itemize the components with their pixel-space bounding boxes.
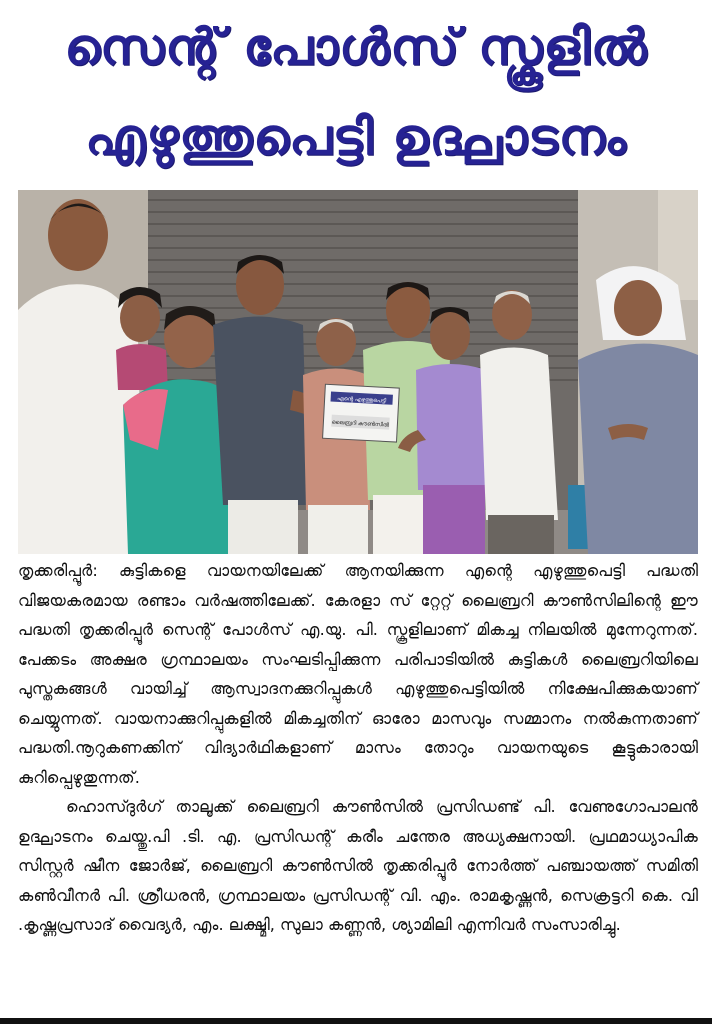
headline-line-2: എഴുത്തുപെട്ടി ഉദ്ഘാടനം <box>85 108 627 166</box>
article-paragraph-2: ഹൊസ്ദുർഗ് താലൂക്ക് ലൈബ്രറി കൗൺസിൽ പ്രസിഡണ്ട് പി. വേണുഗോപാലൻ ഉദ്ഘാടനം ചെയ്തു.പി .ടി. എ. പ്രസിഡന്റ് കരീം ചന്തേര അധ്യക്ഷനായി. പ്രഥമാധ്യാപിക സിസ്റ്റർ ഷീന ജോർജ്, ലൈബ്രറി കൗൺസിൽ തൃക്കരിപ്പൂർ നോർത്ത് പഞ്ചായത്ത് സമിതി കൺവീനർ പി. ശ്രീധരൻ, ഗ്രന്ഥാലയം പ്രസിഡന്റ് വി. എം. രാമകൃഷ്ണൻ, സെക്രട്ടറി കെ. വി .കൃഷ്ണപ്രസാദ് വൈദ്യർ, എം. ലക്ഷ്മി, സുലാ കണ്ണൻ, ശ്യാമിലി എന്നിവർ സംസാരിച്ചു. <box>18 797 698 934</box>
card-title: എന്റെ എഴുത്തുപെട്ടി <box>337 395 387 405</box>
card-subtitle: ലൈബ്രറി കൗൺസിൽ <box>331 419 390 429</box>
bottom-rule <box>0 1018 712 1024</box>
headline-line-1: സെന്റ് പോൾസ് സ്കൂളിൽ <box>64 18 648 76</box>
news-photo <box>18 190 698 554</box>
article-paragraph-1: തൃക്കരിപ്പൂർ: കുട്ടികളെ വായനയിലേക്ക് ആനയിക്കുന്ന എന്റെ എഴുത്തുപെട്ടി പദ്ധതി വിജയകരമായ രണ്ടാം വർഷത്തിലേക്ക്. കേരളാ സ് റ്റേറ്റ് ലൈബ്രറി കൗൺസിലിന്റെ ഈ പദ്ധതി തൃക്കരിപ്പൂർ സെന്റ് പോൾസ് എ.യു. പി. സ്കൂളിലാണ് മികച്ച നിലയിൽ മുന്നേറുന്നത്. പേക്കടം അക്ഷര ഗ്രന്ഥാലയം സംഘടിപ്പിക്കുന്ന പരിപാടിയിൽ കുട്ടികൾ ലൈബ്രറിയിലെ പുസ്തകങ്ങൾ വായിച്ച് ആസ്വാദനക്കുറിപ്പുകൾ എഴുത്തുപെട്ടിയിൽ നിക്ഷേപിക്കുകയാണ് ചെയ്യുന്നത്. വായനാക്കുറിപ്പുകളിൽ മികച്ചതിന് ഓരോ മാസവും സമ്മാനം നൽകുന്നതാണ് പദ്ധതി.നൂറുകണക്കിന് വിദ്യാർഥികളാണ് മാസം തോറും വായനയുടെ കൂട്ടുകാരായി കുറിപ്പെഴുതുന്നത്. <box>18 561 698 787</box>
article-body <box>18 556 698 940</box>
